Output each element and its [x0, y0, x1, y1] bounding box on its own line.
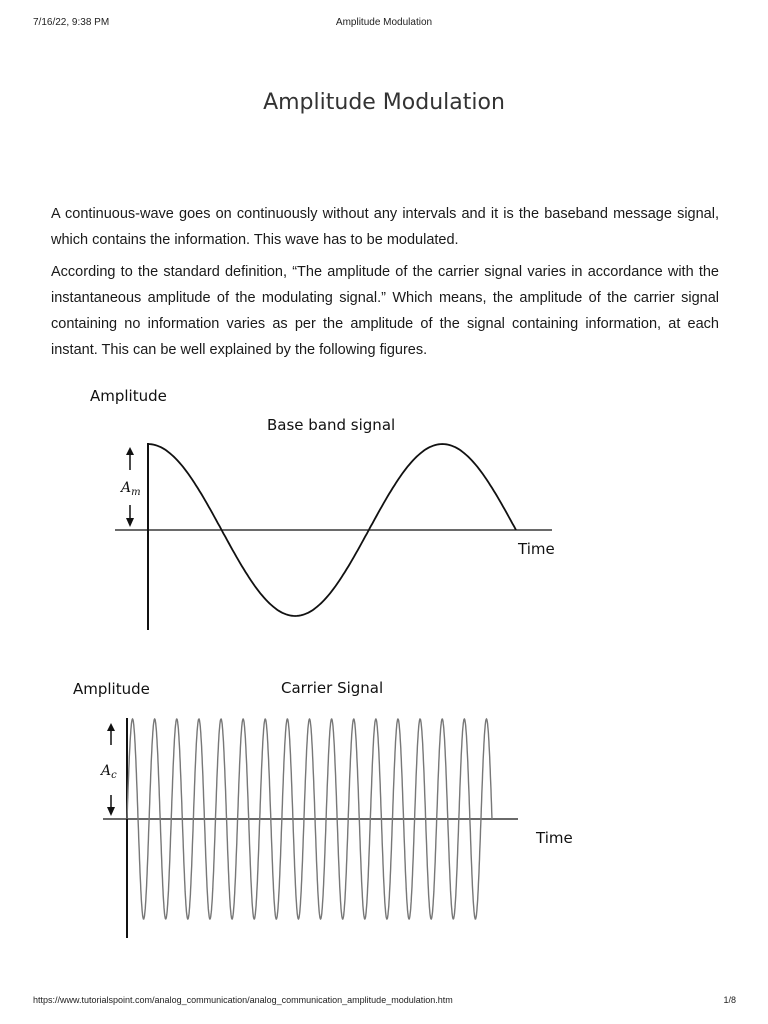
definition-paragraph: According to the standard definition, “The amplitude of the carrier signal varies in accordance with the instantaneous amplitude of the modulating signal.” Which means, the amplitude of the carrier signal containing no information varies as per the amplitude of the signal containing information, at each instant. This can be well explained by the following figures.	[51, 264, 719, 358]
carrier-y-axis-label: Amplitude	[73, 680, 150, 698]
print-datetime: 7/16/22, 9:38 PM	[33, 17, 110, 28]
baseband-amp-symbol: $A_m$	[121, 480, 141, 498]
print-doc-title: Amplitude Modulation	[335, 17, 433, 28]
baseband-y-axis-label: Amplitude	[90, 387, 167, 405]
baseband-title: Base band signal	[267, 416, 396, 434]
carrier-signal-figure	[0, 672, 768, 942]
page-title: Amplitude Modulation	[263, 90, 505, 115]
baseband-signal-figure	[0, 380, 768, 640]
intro-paragraph: A continuous-wave goes on continuously without any intervals and it is the baseband message signal, which contains the information. This wave has to be modulated.	[51, 206, 719, 248]
carrier-title: Carrier Signal	[281, 679, 384, 697]
baseband-x-axis-label: Time	[518, 540, 555, 558]
print-url: https://www.tutorialspoint.com/analog_communication/analog_communication_amplitude_modulation.htm	[33, 995, 453, 1005]
print-page-number: 1/8	[723, 995, 736, 1005]
carrier-x-axis-label: Time	[536, 829, 573, 847]
carrier-amp-symbol: $A_c$	[101, 763, 117, 781]
